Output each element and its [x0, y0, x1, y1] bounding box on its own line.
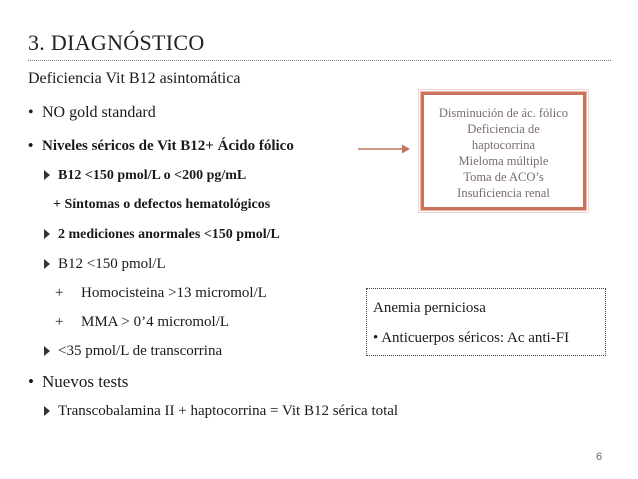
sub-bullet-mma — [55, 314, 229, 331]
sub-bullet-b12-levels — [44, 168, 246, 184]
sub-bullet-text: 2 mediciones anormales <150 pmol/L — [58, 227, 280, 242]
cause-item: Disminución de ác. fólico — [438, 106, 569, 120]
sub-bullet-text: + Síntomas o defectos hematológicos — [53, 197, 271, 212]
title-divider — [28, 60, 611, 61]
cause-item: haptocorrina — [471, 138, 536, 152]
cause-item: Insuficiencia renal — [457, 186, 550, 200]
cause-item: Deficiencia de — [467, 122, 540, 136]
cause-item: Mieloma múltiple — [458, 154, 549, 168]
cause-item: Toma de ACO’s — [463, 170, 544, 184]
sub-bullet-text: B12 <150 pmol/L o <200 pg/mL — [58, 168, 247, 183]
triangle-bullet-icon — [44, 346, 50, 356]
bullet-no-gold-standard — [28, 104, 156, 122]
triangle-bullet-icon — [44, 229, 50, 239]
sub-bullet-text: <35 pmol/L de transcorrina — [58, 343, 223, 359]
causes-box — [421, 92, 586, 210]
bullet-dot-icon: • — [28, 104, 34, 121]
sub-bullet-homocisteina — [55, 285, 267, 302]
sub-bullet-text: Homocisteina >13 micromol/L — [81, 285, 267, 301]
sub-bullet-transcobalamina — [44, 403, 398, 420]
bullet-dot-icon: • — [373, 330, 382, 346]
slide-title: 3. DIAGNÓSTICO — [28, 30, 205, 55]
bullet-dot-icon: • — [28, 138, 34, 154]
bullet-nuevos-tests — [28, 372, 128, 392]
sub-bullet-transcorrina — [44, 343, 222, 360]
anemia-item-text: Anticuerpos séricos: Ac anti-FI — [381, 330, 570, 346]
bullet-niveles-sericos — [28, 138, 294, 155]
plus-sign: + — [55, 314, 64, 330]
sub-bullet-text: Transcobalamina II + haptocorrina = Vit B12 sérica total — [58, 403, 399, 419]
sub-bullet-text: MMA > 0’4 micromol/L — [81, 314, 230, 330]
slide-subtitle: Deficiencia Vit B12 asintomática — [28, 70, 241, 87]
triangle-bullet-icon — [44, 259, 50, 269]
page-number: 6 — [596, 451, 603, 463]
bullet-text: Nuevos tests — [42, 372, 129, 391]
sub-bullet-b12-150 — [44, 256, 166, 273]
triangle-bullet-icon — [44, 170, 50, 180]
arrow-right-icon — [358, 143, 410, 155]
sub-bullet-sintomas — [53, 197, 270, 213]
bullet-dot-icon: • — [28, 372, 34, 391]
sub-bullet-mediciones — [44, 227, 280, 243]
anemia-item — [373, 323, 599, 353]
anemia-box — [366, 288, 606, 356]
anemia-title: Anemia perniciosa — [373, 300, 486, 316]
plus-sign: + — [55, 285, 64, 301]
bullet-text: NO gold standard — [42, 104, 156, 121]
bullet-text: Niveles séricos de Vit B12+ Ácido fólico — [42, 138, 294, 154]
triangle-bullet-icon — [44, 406, 50, 416]
sub-bullet-text: B12 <150 pmol/L — [58, 256, 166, 272]
